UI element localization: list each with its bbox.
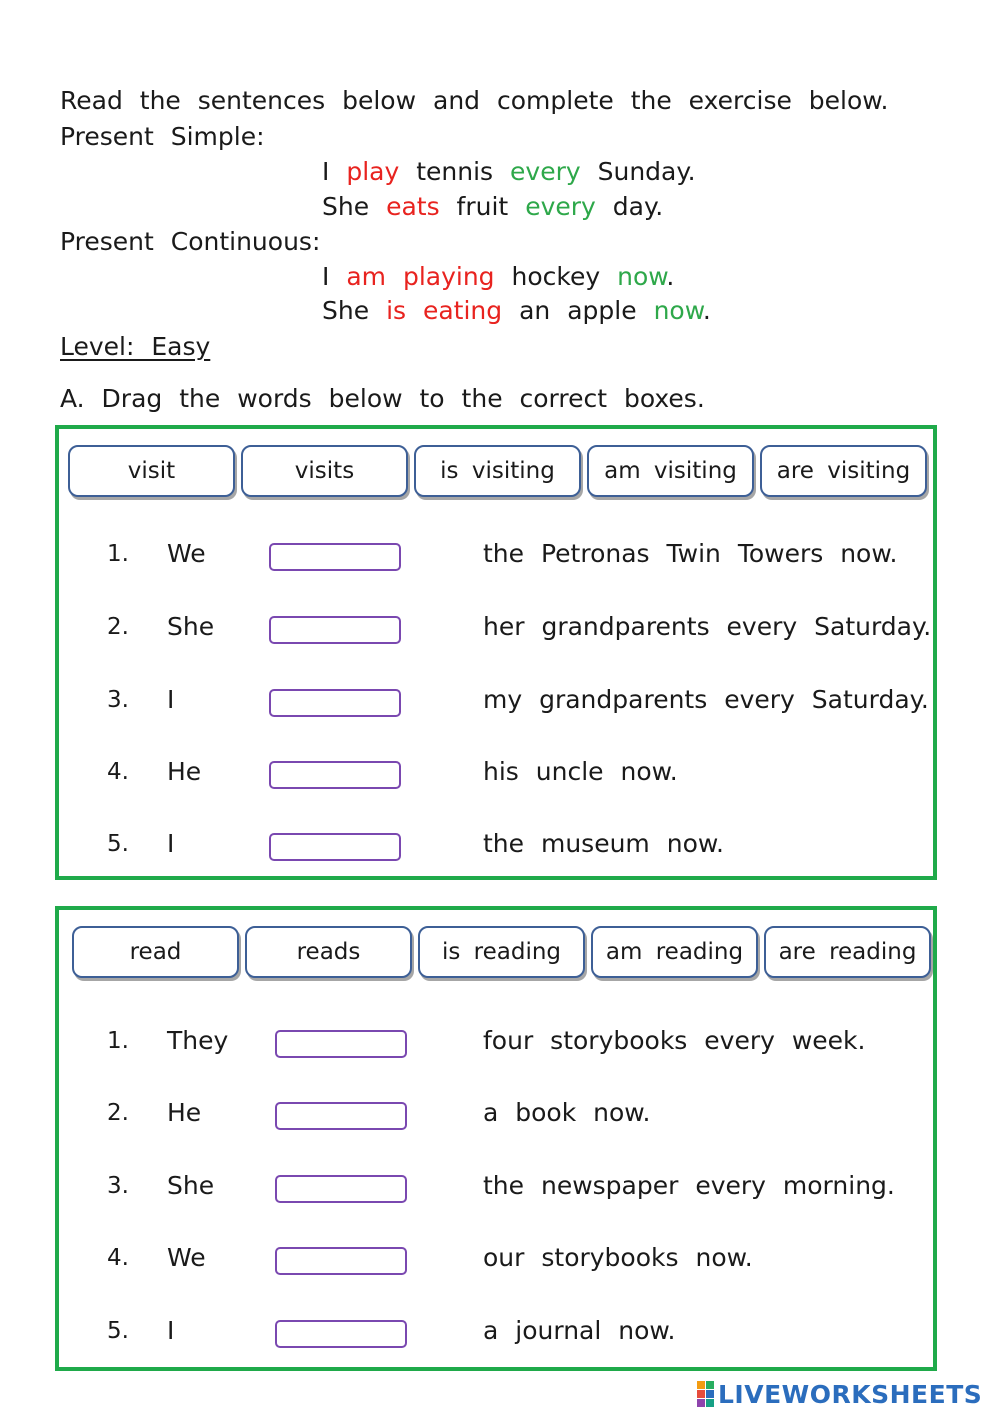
row-subject: I [167, 829, 175, 858]
word-chip[interactable]: are visiting [760, 445, 927, 497]
exercise-panel-visit [55, 425, 937, 880]
exercise-row [59, 1026, 933, 1062]
answer-drop-box[interactable] [269, 833, 401, 861]
exercise-panel-read [55, 906, 937, 1371]
example-adverb: every [510, 157, 581, 186]
row-number: 4. [107, 759, 129, 785]
row-subject: He [167, 1098, 202, 1127]
example-word: Sunday. [597, 157, 696, 186]
brand-name: LIVEWORKSHEETS [718, 1379, 983, 1409]
exercise-row [59, 829, 933, 865]
level-label: Level: Easy [60, 332, 211, 361]
exercise-row [59, 539, 933, 575]
row-rest: a book now. [483, 1098, 651, 1127]
row-rest: our storybooks now. [483, 1243, 753, 1272]
row-rest: his uncle now. [483, 757, 678, 786]
liveworksheets-logo [697, 1380, 982, 1408]
word-chip[interactable]: visit [68, 445, 235, 497]
row-rest: the museum now. [483, 829, 724, 858]
row-subject: I [167, 685, 175, 714]
word-chip[interactable]: is visiting [414, 445, 581, 497]
row-rest: four storybooks every week. [483, 1026, 866, 1055]
exercise-row [59, 1098, 933, 1134]
example-word: day. [612, 192, 664, 221]
answer-drop-box[interactable] [275, 1320, 407, 1348]
example-word: . [666, 262, 675, 291]
task-instruction: A. Drag the words below to the correct boxes. [60, 384, 705, 413]
word-bank [72, 926, 931, 978]
example-verb: is eating [386, 296, 503, 325]
row-number: 2. [107, 614, 129, 640]
row-number: 3. [107, 1173, 129, 1199]
example-word: I [322, 262, 330, 291]
word-chip[interactable]: am visiting [587, 445, 754, 497]
example-adverb: now [653, 296, 703, 325]
answer-drop-box[interactable] [275, 1247, 407, 1275]
row-number: 3. [107, 687, 129, 713]
answer-drop-box[interactable] [275, 1175, 407, 1203]
row-rest: the Petronas Twin Towers now. [483, 539, 898, 568]
word-chip[interactable]: is reading [418, 926, 585, 978]
row-subject: She [167, 612, 215, 641]
row-number: 4. [107, 1245, 129, 1271]
exercise-row [59, 1243, 933, 1279]
answer-drop-box[interactable] [269, 616, 401, 644]
example-adverb: now [617, 262, 667, 291]
instructions: Read the sentences below and complete the exercise below. [60, 86, 889, 115]
word-chip[interactable]: are reading [764, 926, 931, 978]
row-subject: We [167, 539, 206, 568]
exercise-row [59, 1171, 933, 1207]
example-adverb: every [525, 192, 596, 221]
row-number: 1. [107, 1028, 129, 1054]
exercise-row [59, 685, 933, 721]
liveworksheets-logo-icon [697, 1381, 714, 1407]
continuous-example-1 [322, 262, 674, 291]
answer-drop-box[interactable] [269, 761, 401, 789]
example-word: an apple [519, 296, 637, 325]
row-number: 2. [107, 1100, 129, 1126]
example-word: fruit [456, 192, 509, 221]
row-rest: her grandparents every Saturday. [483, 612, 932, 641]
row-subject: She [167, 1171, 215, 1200]
example-word: She [322, 192, 370, 221]
exercise-row [59, 1316, 933, 1352]
row-subject: I [167, 1316, 175, 1345]
word-chip[interactable]: read [72, 926, 239, 978]
present-simple-heading: Present Simple: [60, 122, 265, 151]
simple-example-1 [322, 157, 696, 186]
example-verb: eats [386, 192, 440, 221]
example-word: She [322, 296, 370, 325]
row-rest: the newspaper every morning. [483, 1171, 895, 1200]
answer-drop-box[interactable] [275, 1102, 407, 1130]
present-continuous-heading: Present Continuous: [60, 227, 321, 256]
row-subject: He [167, 757, 202, 786]
word-chip[interactable]: am reading [591, 926, 758, 978]
example-word: . [702, 296, 711, 325]
row-rest: a journal now. [483, 1316, 676, 1345]
answer-drop-box[interactable] [269, 543, 401, 571]
row-number: 5. [107, 1318, 129, 1344]
row-subject: We [167, 1243, 206, 1272]
answer-drop-box[interactable] [269, 689, 401, 717]
example-word: tennis [416, 157, 494, 186]
example-word: hockey [511, 262, 601, 291]
row-number: 1. [107, 541, 129, 567]
simple-example-2 [322, 192, 663, 221]
row-rest: my grandparents every Saturday. [483, 685, 929, 714]
example-verb: am playing [346, 262, 495, 291]
row-number: 5. [107, 831, 129, 857]
example-verb: play [346, 157, 400, 186]
word-chip[interactable]: reads [245, 926, 412, 978]
continuous-example-2 [322, 296, 711, 325]
word-chip[interactable]: visits [241, 445, 408, 497]
example-word: I [322, 157, 330, 186]
answer-drop-box[interactable] [275, 1030, 407, 1058]
exercise-row [59, 612, 933, 648]
exercise-row [59, 757, 933, 793]
word-bank [68, 445, 927, 497]
row-subject: They [167, 1026, 229, 1055]
